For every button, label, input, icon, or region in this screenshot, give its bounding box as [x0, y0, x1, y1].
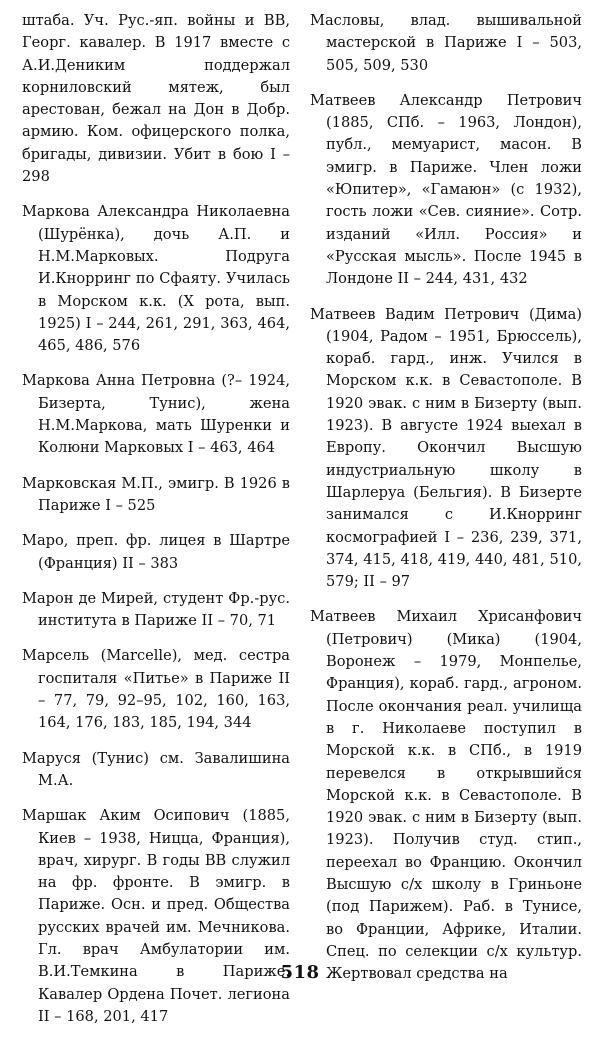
page-number: 518 — [280, 962, 320, 983]
index-entry: Матвеев Вадим Петрович (Дима) (1904, Радом – 1951, Брюссель), кораб. гард., инж. Учился в Морском к.к. в Севастополе. В 1920 эвак. с ним в Бизерту (вып. 1923). В августе 1924 выехал в Европу. Окончил Высшую индустриальную школу в Шарлеруа (Бельгия). В Бизерте занимался с И.Кнорринг космографией I – 236, 239, 371, 374, 415, 418, 419, 440, 481, 510, 579; II – 97 — [310, 305, 582, 591]
index-entry: Матвеев Александр Петрович (1885, СПб. – 1963, Лондон), публ., мемуарист, масон. В эмигр. в Париже. Член ложи «Юпитер», «Гамаюн» (с 1932), гость ложи «Сев. сияние». Сотр. изданий «Илл. Россия» и «Русская мысль». После 1945 в Лондоне II – 244, 431, 432 — [310, 91, 582, 288]
index-entry: Маруся (Тунис) см. Завалишина М.А. — [22, 749, 290, 789]
index-entry: штаба. Уч. Рус.-яп. войны и ВВ, Георг. кавалер. В 1917 вместе с А.И.Дениким поддержал корниловский мятеж, был арестован, бежал на Дон в Добр. армию. Ком. офицерского полка, бригады, дивизии. Убит в бою I – 298 — [22, 12, 290, 186]
left-column — [22, 10, 290, 1041]
index-entry: Маро, преп. фр. лицея в Шартре (Франция) II – 383 — [22, 532, 290, 572]
index-entry: Матвеев Михаил Хрисанфович (Петрович) (Мика) (1904, Воронеж – 1979, Монпелье, Франция), кораб. гард., агроном. После окончания реал. училища в г. Николаеве поступил в Морской к.к. в СПб., в 1919 перевелся в открывшийся Морской к.к. в Севастополе. В 1920 эвак. с ним в Бизерту (вып. 1923). Получив студ. стип., переехал во Францию. Окончил Высшую с/х школу в Гриньоне (под Парижем). Раб. в Тунисе, во Франции, Африке, Италии. Спец. по селекции с/х культур. Жертвовал средства на — [310, 608, 582, 983]
right-column — [310, 10, 582, 985]
index-entry: Масловы, влад. вышивальной мастерской в Париже I – 503, 505, 509, 530 — [310, 12, 582, 74]
index-entry: Маршак Аким Осипович (1885, Киев – 1938, Ницца, Франция), врач, хирург. В годы ВВ служил на фр. фронте. В эмигр. в Париже. Осн. и пред. Общества русских врачей им. Мечникова. Гл. врач Амбулатории им. В.И.Темкина в Париже. Кавалер Ордена Почет. легиона II – 168, 201, 417 — [22, 807, 290, 1025]
index-entry: Марковская М.П., эмигр. В 1926 в Париже I – 525 — [22, 474, 290, 514]
index-entry: Марсель (Marcelle), мед. сестра госпиталя «Питье» в Париже II – 77, 79, 92–95, 102, 160, 163, 164, 176, 183, 185, 194, 344 — [22, 647, 290, 732]
index-entry: Маркова Анна Петровна (?– 1924, Бизерта, Тунис), жена Н.М.Маркова, мать Шуренки и Колюни Марковых I – 463, 464 — [22, 372, 290, 457]
index-entry: Марон де Мирей, студент Фр.-рус. института в Париже II – 70, 71 — [22, 589, 290, 630]
index-entry: Маркова Александра Николаевна (Шурёнка), дочь А.П. и Н.М.Марковых. Подруга И.Кнорринг по Сфаяту. Училась в Морском к.к. (X рота, вып. 1925) I – 244, 261, 291, 363, 464, 465, 486, 576 — [22, 203, 290, 355]
